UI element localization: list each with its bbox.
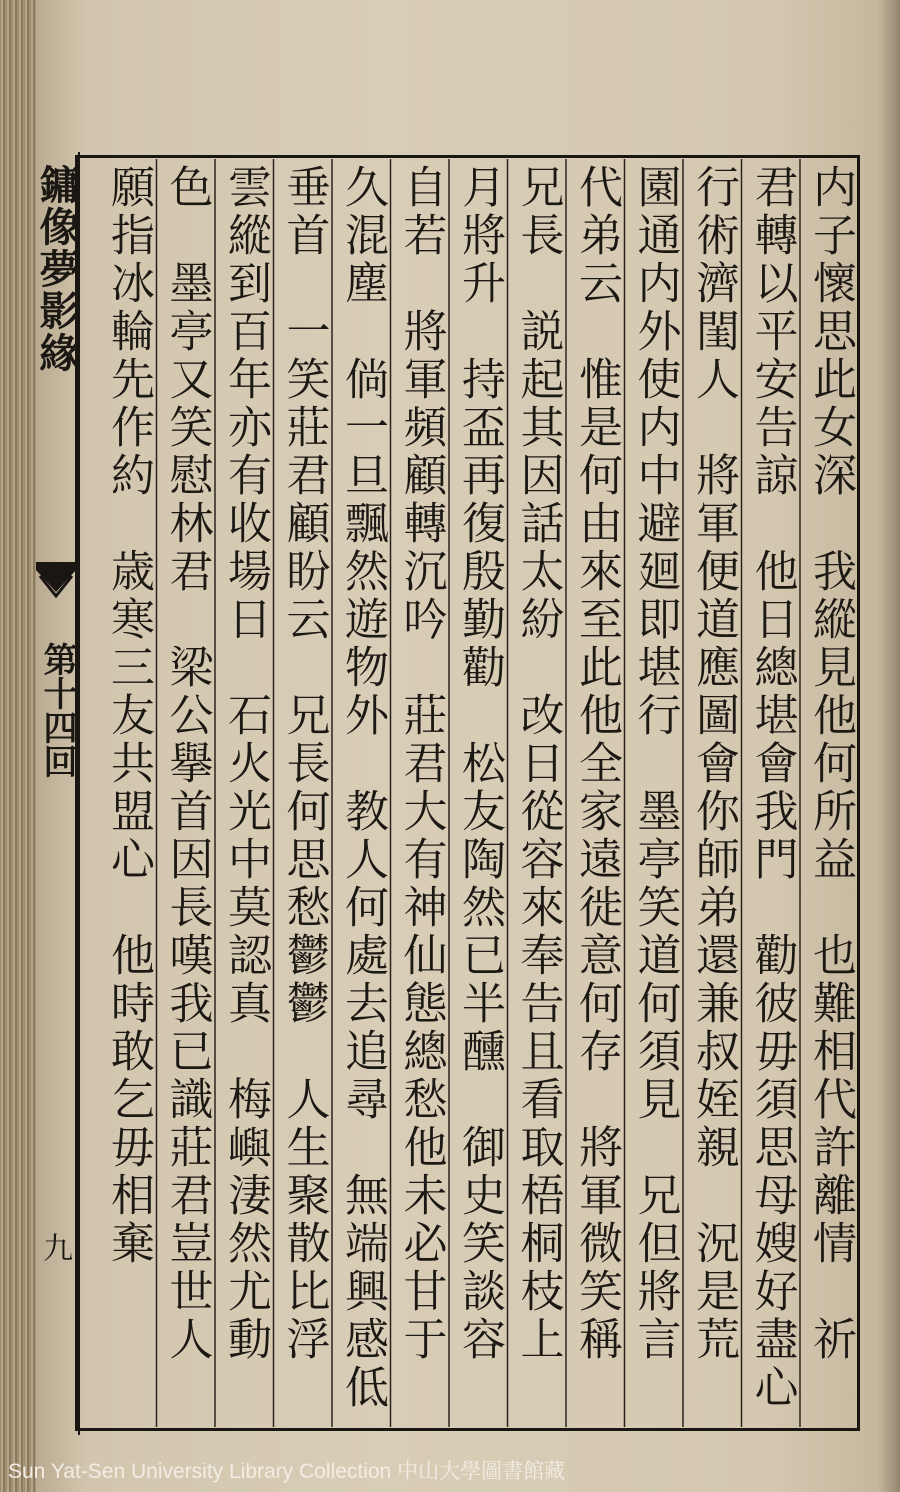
fish-tail-mark <box>36 562 76 612</box>
text-column: 内子懷思此女深 我縱見他何所益 也難相代許離情 祈 <box>805 164 856 1364</box>
text-column: 君轉以平安告諒 他日總堪會我門 勸彼毋須思母嫂好盡心 <box>746 164 798 1412</box>
chapter-label: 第十四回 <box>37 642 77 778</box>
text-column: 園通内外使内中避廻即堪行 墨亭笑道何須見 兄但將言 <box>629 164 681 1364</box>
collection-watermark: Sun Yat-Sen University Library Collection 中山大學圖書館藏 <box>8 1460 566 1483</box>
text-column: 月將升 持盃再復殷勤勸 松友陶然已半醺 御史笑談容 <box>454 164 505 1364</box>
text-column: 垂首 一笑莊君顧盼云 兄長何思愁鬱鬱 人生聚散比浮 <box>278 164 330 1364</box>
text-column: 代弟云 惟是何由來至此他全家遠徙意何存 將軍微笑稱 <box>571 164 622 1364</box>
page-gutter-shadow <box>878 0 900 1492</box>
text-column: 願指冰輪先作約 歳寒三友共盟心 他時敢乞毋相棄 <box>103 164 154 1268</box>
text-column: 雲縱到百年亦有收場日 石火光中莫認真 梅嶼淒然尤動 <box>220 164 271 1364</box>
text-column: 行術濟閨人 將軍便道應圖會你師弟還兼叔姪親 況是荒 <box>688 164 739 1364</box>
text-column: 自若 將軍頻顧轉沉吟 莊君大有神仙態總愁他未必甘于 <box>395 164 447 1364</box>
text-column: 久混塵 倘一旦飄然遊物外 教人何處去追尋 無端興感低 <box>337 164 388 1412</box>
book-title: 鏞像夢影緣 <box>33 164 80 374</box>
banxin-strip <box>33 152 80 1435</box>
text-column: 兄長 説起其因話太紛 改日從容來奉告且看取梧桐枝上 <box>512 164 564 1364</box>
text-column: 色 墨亭又笑慰林君 梁公擧首因長嘆我已識莊君豈世人 <box>161 164 213 1364</box>
page-number: 九 <box>37 1232 72 1262</box>
